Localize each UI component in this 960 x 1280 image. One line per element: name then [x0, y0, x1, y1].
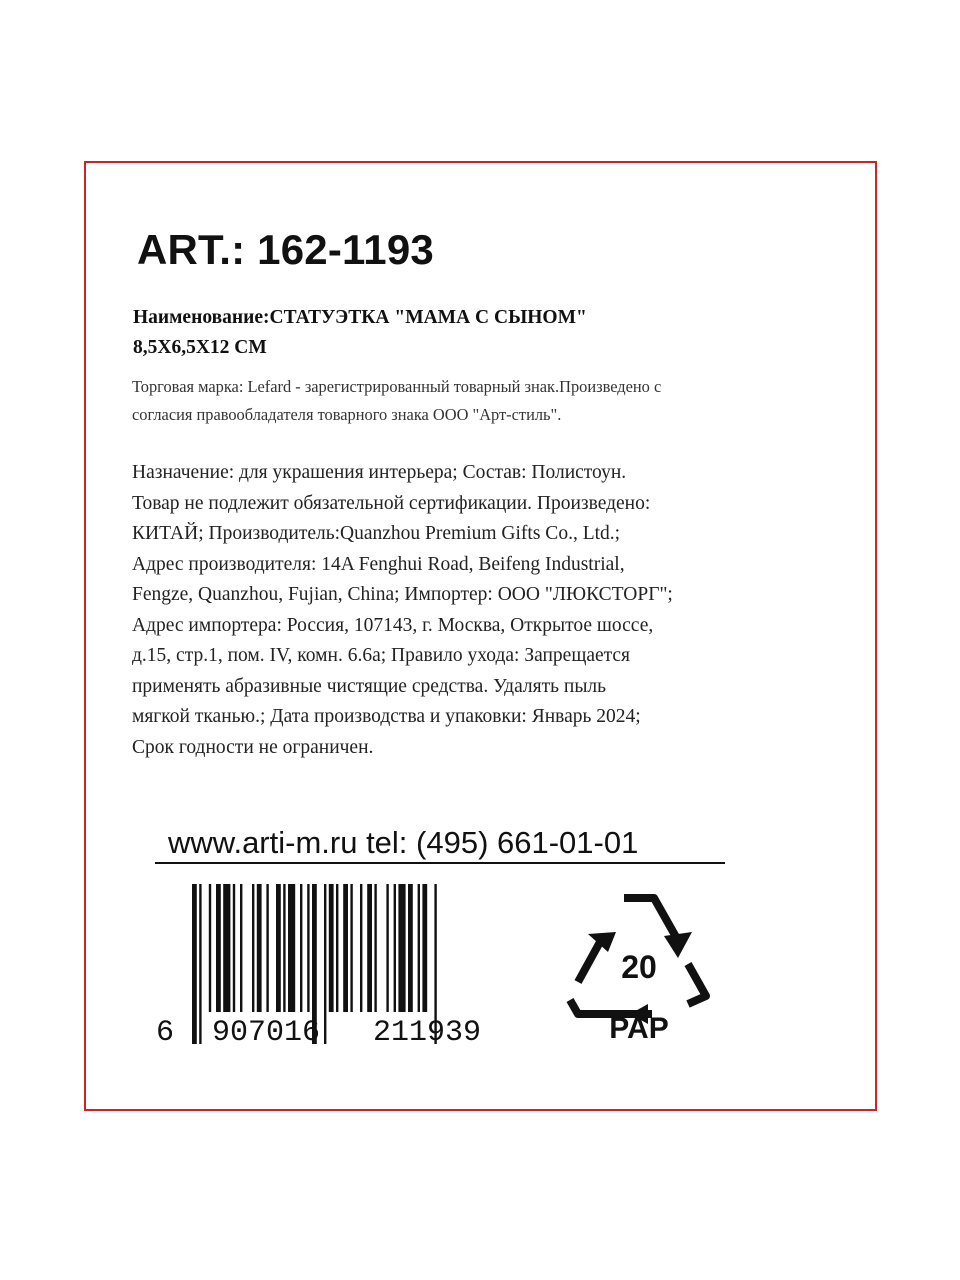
barcode-bar	[283, 884, 285, 1012]
recycling-material: PAP	[609, 1012, 669, 1045]
barcode-bar	[418, 884, 420, 1012]
barcode-bar	[266, 884, 268, 1012]
product-name-line: 8,5Х6,5Х12 СМ	[133, 337, 267, 358]
barcode-bar	[240, 884, 242, 1012]
barcode-bar	[276, 884, 281, 1012]
product-name	[133, 303, 773, 363]
barcode-bar	[257, 884, 262, 1012]
barcode-bar	[398, 884, 405, 1012]
barcode-bar	[209, 884, 211, 1012]
barcode-right-digits: 211939	[373, 1016, 482, 1050]
barcode-bar	[343, 884, 348, 1012]
barcode-bar	[216, 884, 221, 1012]
barcode-bar	[288, 884, 295, 1012]
detail-line: применять абразивные чистящие средства. Удалять пыль	[132, 675, 607, 697]
barcode-bar	[374, 884, 376, 1012]
barcode-bar	[199, 884, 201, 1044]
barcode-bar	[307, 884, 309, 1012]
recycling-code: 20	[621, 949, 657, 985]
contact-line: www.arti-m.ru tel: (495) 661-01-01	[155, 824, 725, 864]
barcode-bar	[360, 884, 362, 1012]
barcode	[150, 880, 530, 1050]
detail-line: КИТАЙ; Производитель:Quanzhou Premium Gifts Co., Ltd.;	[132, 523, 621, 544]
barcode-left-digits: 907016	[212, 1016, 321, 1050]
trademark-line: согласия правообладателя товарного знака ООО "Арт-стиль".	[132, 405, 562, 424]
product-name-line: Наименование:СТАТУЭТКА "МАМА С СЫНОМ"	[133, 307, 587, 328]
trademark-notice	[132, 373, 852, 429]
detail-line: Товар не подлежит обязательной сертификации. Произведено:	[132, 492, 651, 514]
trademark-line: Торговая марка: Lefard - зарегистрированный товарный знак.Произведено с	[132, 377, 662, 396]
detail-line: Адрес импортера: Россия, 107143, г. Москва, Открытое шоссе,	[132, 614, 654, 636]
barcode-bar	[192, 884, 197, 1044]
detail-line: д.15, стр.1, пом. IV, комн. 6.6а; Правило ухода: Запрещается	[132, 645, 631, 666]
barcode-bar	[350, 884, 352, 1012]
recycling-symbol	[560, 878, 718, 1048]
barcode-bar	[336, 884, 338, 1012]
article-number: ART.: 162-1193	[137, 226, 434, 273]
barcode-bar	[329, 884, 334, 1012]
barcode-bar	[252, 884, 254, 1012]
barcode-bar	[394, 884, 396, 1012]
barcode-bar	[386, 884, 388, 1012]
barcode-first-digit: 6	[156, 1016, 175, 1050]
detail-line: мягкой тканью.; Дата производства и упаковки: Январь 2024;	[132, 706, 641, 727]
detail-line: Адрес производителя: 14A Fenghui Road, Beifeng Industrial,	[132, 553, 625, 575]
barcode-bar	[300, 884, 302, 1012]
detail-line: Назначение: для украшения интерьера; Состав: Полистоун.	[132, 462, 627, 483]
barcode-bar	[408, 884, 413, 1012]
barcode-bar	[422, 884, 427, 1012]
product-details	[132, 458, 852, 763]
barcode-bar	[367, 884, 372, 1012]
detail-line: Fengze, Quanzhou, Fujian, China; Импортер: ООО "ЛЮКСТОРГ";	[132, 584, 673, 605]
barcode-bar	[223, 884, 230, 1012]
barcode-bar	[233, 884, 235, 1012]
detail-line: Срок годности не ограничен.	[132, 736, 374, 758]
barcode-bar	[324, 884, 326, 1044]
